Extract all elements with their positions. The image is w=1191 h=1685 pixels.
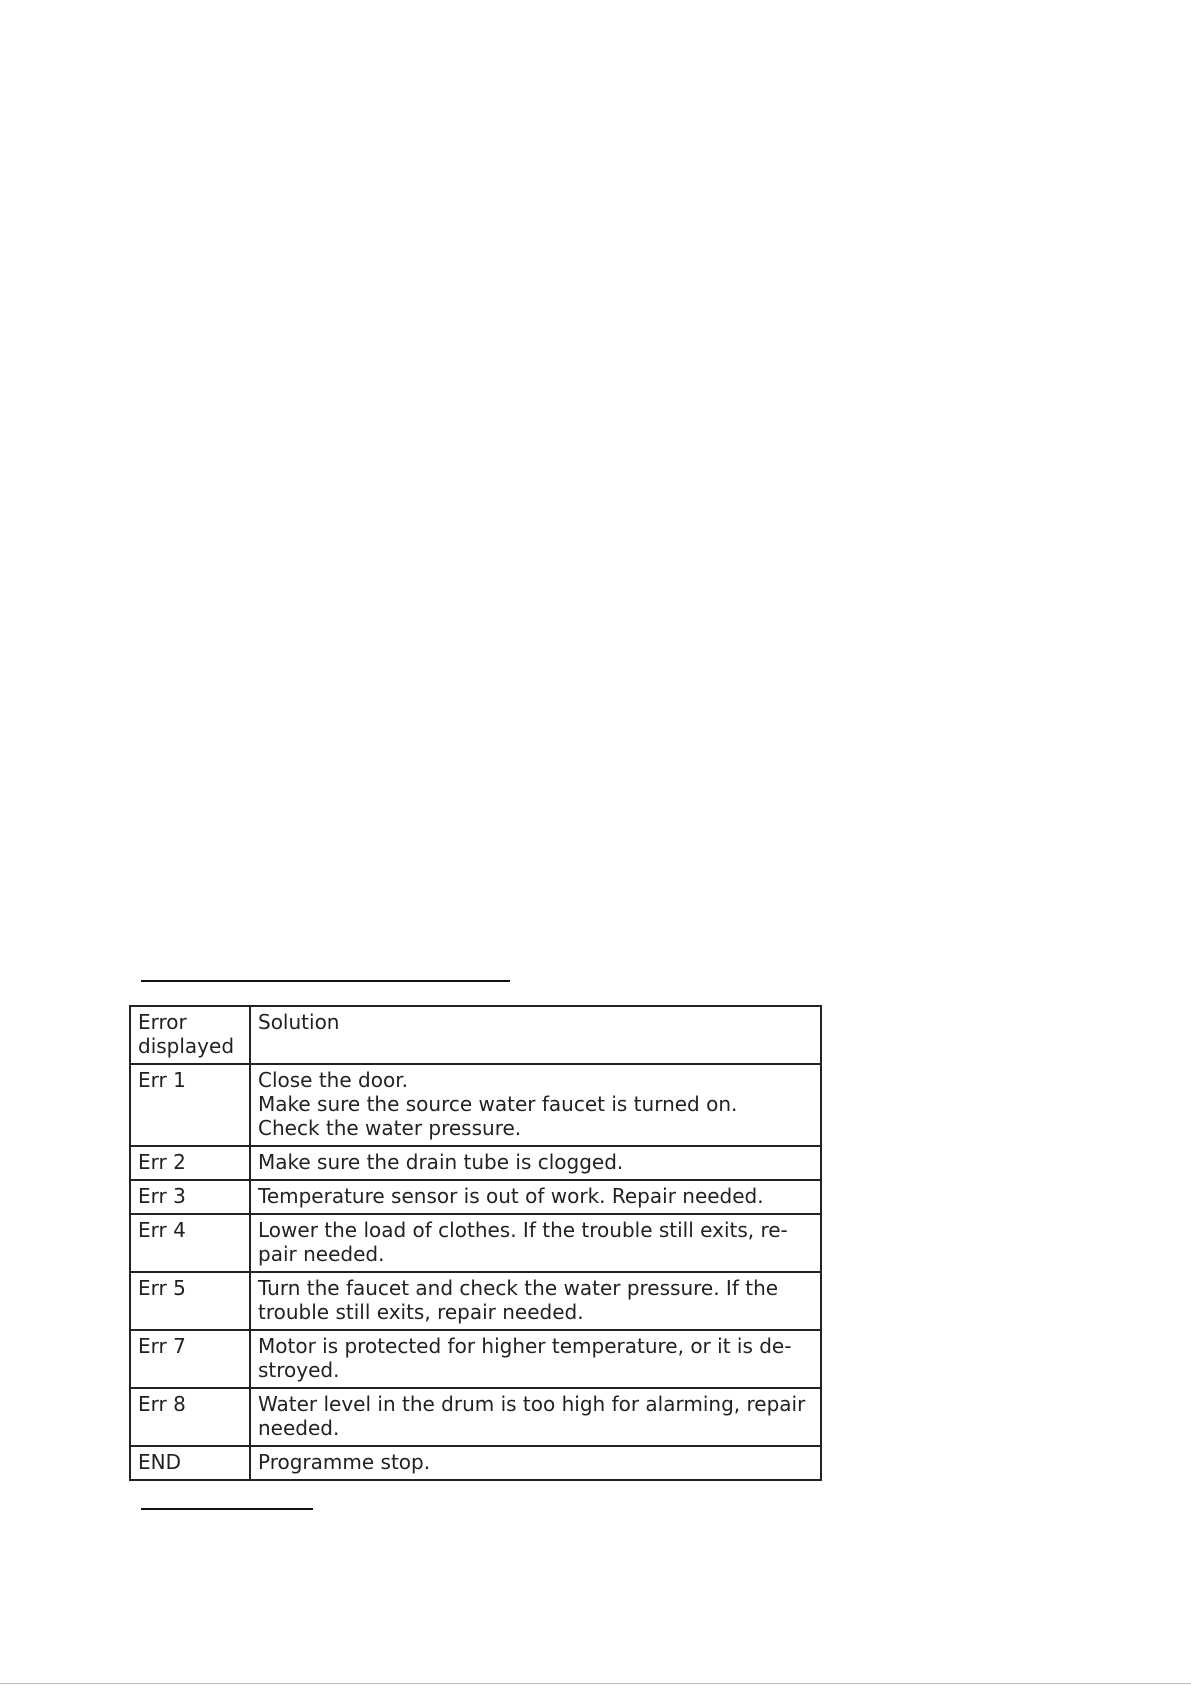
error-code-cell: Err 8 bbox=[130, 1388, 250, 1446]
error-code-cell: Err 5 bbox=[130, 1272, 250, 1330]
solution-cell: Programme stop. bbox=[250, 1446, 821, 1480]
error-code-cell: Err 2 bbox=[130, 1146, 250, 1180]
section-heading-underline bbox=[141, 1508, 313, 1510]
solution-cell: Make sure the drain tube is clogged. bbox=[250, 1146, 821, 1180]
header-error-displayed: Error displayed bbox=[130, 1006, 250, 1064]
error-code-cell: END bbox=[130, 1446, 250, 1480]
header-solution: Solution bbox=[250, 1006, 821, 1064]
solution-cell: Temperature sensor is out of work. Repair needed. bbox=[250, 1180, 821, 1214]
table-row bbox=[130, 1146, 821, 1180]
solution-cell: Close the door. Make sure the source water faucet is turned on. Check the water pressure. bbox=[250, 1064, 821, 1146]
error-code-cell: Err 1 bbox=[130, 1064, 250, 1146]
table-row bbox=[130, 1446, 821, 1480]
error-code-cell: Err 7 bbox=[130, 1330, 250, 1388]
solution-cell: Water level in the drum is too high for alarming, repair needed. bbox=[250, 1388, 821, 1446]
error-code-cell: Err 3 bbox=[130, 1180, 250, 1214]
error-code-cell: Err 4 bbox=[130, 1214, 250, 1272]
section-heading-underline bbox=[141, 980, 510, 982]
table-header-row bbox=[130, 1006, 821, 1064]
solution-cell: Motor is protected for higher temperature, or it is de- stroyed. bbox=[250, 1330, 821, 1388]
table-row bbox=[130, 1330, 821, 1388]
table-row bbox=[130, 1388, 821, 1446]
page-bottom-edge bbox=[0, 1683, 1191, 1684]
solution-cell: Turn the faucet and check the water pressure. If the trouble still exits, repair needed. bbox=[250, 1272, 821, 1330]
table-row bbox=[130, 1214, 821, 1272]
solution-cell: Lower the load of clothes. If the trouble still exits, re- pair needed. bbox=[250, 1214, 821, 1272]
table-row bbox=[130, 1064, 821, 1146]
error-code-table bbox=[129, 1005, 822, 1481]
table-row bbox=[130, 1272, 821, 1330]
table-row bbox=[130, 1180, 821, 1214]
